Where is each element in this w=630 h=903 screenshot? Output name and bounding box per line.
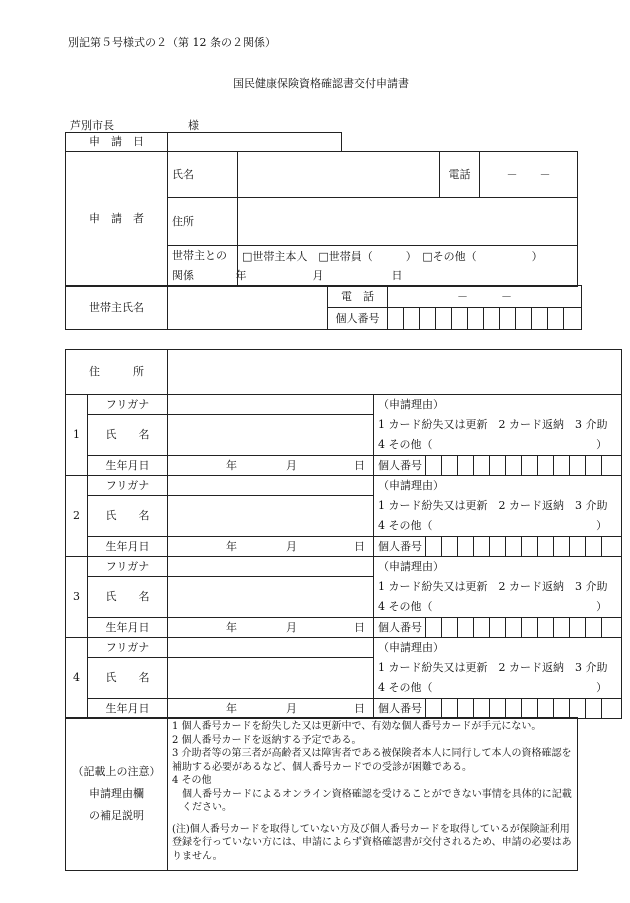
reason-header: （申請理由） xyxy=(374,557,622,577)
mynumber-digit-box[interactable] xyxy=(474,618,490,638)
mynumber-digit-box[interactable] xyxy=(442,618,458,638)
note-line-4: 4 その他 xyxy=(172,775,212,786)
note-line-1: 1 個人番号カードを紛失した又は更新中で、有効な個人番号カードが手元にない。 xyxy=(172,721,542,732)
applicant-label: 申 請 者 xyxy=(66,152,168,287)
mynumber-digit-box[interactable] xyxy=(442,456,458,476)
reason-options: 1 カード紛失又は更新 2 カード返納 3 介助 xyxy=(378,579,608,593)
reason-options: 1 カード紛失又は更新 2 カード返納 3 介助 xyxy=(378,660,608,674)
reason-cell[interactable] xyxy=(374,577,622,618)
mynumber-digit-box[interactable] xyxy=(602,537,622,557)
reason-options: 1 カード紛失又は更新 2 カード返納 3 介助 xyxy=(378,417,608,431)
applicant-address-field[interactable] xyxy=(238,198,578,246)
applicant-table xyxy=(65,151,578,287)
mynumber-digit-box[interactable] xyxy=(570,699,586,719)
birth-month: 月 xyxy=(286,702,297,715)
reason-other-close: ） xyxy=(596,437,608,451)
householder-table xyxy=(65,285,582,330)
mynumber-digit-box[interactable] xyxy=(426,699,442,719)
birth-day: 日 xyxy=(354,459,365,472)
reason-other: 4 その他（ xyxy=(378,437,433,451)
notes-label-3: の補足説明 xyxy=(89,809,144,822)
note-line-4-detail: 個人番号カードによるオンライン資格確認を受けることができない事情を具体的に記載ください。 xyxy=(182,788,572,813)
mynumber-digit-box[interactable] xyxy=(420,308,436,330)
mynumber-digit-box[interactable] xyxy=(468,308,484,330)
mynumber-digit-box[interactable] xyxy=(426,618,442,638)
name-field[interactable] xyxy=(168,577,374,618)
mynumber-digit-box[interactable] xyxy=(602,618,622,638)
mynumber-digit-box[interactable] xyxy=(484,308,500,330)
mynumber-digit-box[interactable] xyxy=(586,456,602,476)
reason-header: （申請理由） xyxy=(374,395,622,415)
reason-other-close: ） xyxy=(596,518,608,532)
mynumber-digit-box[interactable] xyxy=(506,618,522,638)
person-mynumber-label: 個人番号 xyxy=(374,537,426,557)
applicant-name-field[interactable] xyxy=(238,152,440,198)
name-label: 氏 名 xyxy=(88,496,168,537)
mynumber-digit-box[interactable] xyxy=(548,308,564,330)
notes-table xyxy=(65,717,578,871)
mynumber-digit-box[interactable] xyxy=(506,537,522,557)
furigana-label: フリガナ xyxy=(88,557,168,577)
addressee-honorific: 様 xyxy=(188,119,199,132)
birth-field[interactable] xyxy=(168,537,374,557)
addressee: 芦別市長 xyxy=(70,119,114,132)
mynumber-digit-box[interactable] xyxy=(474,699,490,719)
mynumber-digit-box[interactable] xyxy=(602,456,622,476)
reason-other: 4 その他（ xyxy=(378,680,433,694)
mynumber-digit-box[interactable] xyxy=(516,308,532,330)
mynumber-digit-box[interactable] xyxy=(554,537,570,557)
reason-options: 1 カード紛失又は更新 2 カード返納 3 介助 xyxy=(378,498,608,512)
mynumber-digit-box[interactable] xyxy=(458,618,474,638)
mynumber-digit-box[interactable] xyxy=(474,456,490,476)
birth-year: 年 xyxy=(226,621,237,634)
birth-label: 生年月日 xyxy=(88,537,168,557)
birth-label: 生年月日 xyxy=(88,618,168,638)
furigana-field[interactable] xyxy=(168,395,374,415)
reason-cell[interactable] xyxy=(374,496,622,537)
applicant-name-label: 氏名 xyxy=(168,152,238,198)
mynumber-digit-box[interactable] xyxy=(538,537,554,557)
mynumber-digit-box[interactable] xyxy=(532,308,548,330)
birth-month: 月 xyxy=(286,621,297,634)
furigana-label: フリガナ xyxy=(88,638,168,658)
person-number: 2 xyxy=(66,476,88,557)
applicant-phone-label: 電話 xyxy=(440,152,480,198)
birth-month: 月 xyxy=(286,459,297,472)
birth-field[interactable] xyxy=(168,618,374,638)
reason-other-close: ） xyxy=(596,599,608,613)
name-field[interactable] xyxy=(168,496,374,537)
person-number: 4 xyxy=(66,638,88,719)
householder-phone-field[interactable]: － － xyxy=(388,286,582,308)
relation-label-line1: 世帯主との xyxy=(172,249,227,262)
application-date-label: 申 請 日 xyxy=(66,133,168,152)
reason-cell[interactable] xyxy=(374,658,622,699)
mynumber-digit-box[interactable] xyxy=(388,308,404,330)
note-line-3: 3 介助者等の第三者が高齢者又は障害者である被保険者本人に同行して本人の資格確認を補助する必要があるなど、個人番号カードでの受診が困難である。 xyxy=(172,748,572,773)
mynumber-digit-box[interactable] xyxy=(506,456,522,476)
insured-persons-table xyxy=(65,349,622,719)
mynumber-digit-box[interactable] xyxy=(458,537,474,557)
mynumber-digit-box[interactable] xyxy=(474,537,490,557)
mynumber-digit-box[interactable] xyxy=(522,618,538,638)
form-number: 別記第５号様式の２（第 12 条の２関係） xyxy=(68,36,276,49)
mynumber-digit-box[interactable] xyxy=(538,456,554,476)
mynumber-digit-box[interactable] xyxy=(490,537,506,557)
mynumber-digit-box[interactable] xyxy=(490,456,506,476)
document-title: 国民健康保険資格確認書交付申請書 xyxy=(233,77,409,90)
mynumber-digit-box[interactable] xyxy=(458,699,474,719)
notes-label-2: 申請理由欄 xyxy=(89,787,144,800)
birth-field[interactable] xyxy=(168,456,374,476)
householder-name-label: 世帯主氏名 xyxy=(66,286,168,330)
person-mynumber-label: 個人番号 xyxy=(374,699,426,719)
persons-address-label: 住 所 xyxy=(66,350,168,395)
note-caution: (注)個人番号カードを取得していない方及び個人番号カードを取得しているが保険証利用登録を行っていない方には、申請によらず資格確認書が交付されるため、申請の必要はありません。 xyxy=(172,823,572,862)
mynumber-digit-box[interactable] xyxy=(570,537,586,557)
householder-phone-label: 電 話 xyxy=(328,286,388,308)
mynumber-digit-box[interactable] xyxy=(490,618,506,638)
birth-year: 年 xyxy=(226,459,237,472)
birth-year: 年 xyxy=(226,702,237,715)
reason-other: 4 その他（ xyxy=(378,518,433,532)
birth-year: 年 xyxy=(226,540,237,553)
mynumber-digit-box[interactable] xyxy=(554,699,570,719)
applicant-phone-field[interactable]: － － xyxy=(480,152,578,198)
birth-month: 月 xyxy=(286,540,297,553)
mynumber-digit-box[interactable] xyxy=(442,699,458,719)
mynumber-digit-box[interactable] xyxy=(586,699,602,719)
mynumber-digit-box[interactable] xyxy=(490,699,506,719)
mynumber-digit-box[interactable] xyxy=(538,618,554,638)
relation-options[interactable]: □世帯主本人 □世帯員（ ） □その他（ ） xyxy=(238,246,578,287)
mynumber-digit-box[interactable] xyxy=(500,308,516,330)
mynumber-digit-box[interactable] xyxy=(586,618,602,638)
mynumber-digit-box[interactable] xyxy=(506,699,522,719)
mynumber-digit-box[interactable] xyxy=(586,537,602,557)
birth-day: 日 xyxy=(354,540,365,553)
mynumber-digit-box[interactable] xyxy=(458,456,474,476)
name-field[interactable] xyxy=(168,415,374,456)
furigana-field[interactable] xyxy=(168,476,374,496)
mynumber-digit-box[interactable] xyxy=(522,537,538,557)
person-mynumber-label: 個人番号 xyxy=(374,456,426,476)
name-field[interactable] xyxy=(168,658,374,699)
person-number: 1 xyxy=(66,395,88,476)
mynumber-digit-box[interactable] xyxy=(564,308,582,330)
mynumber-digit-box[interactable] xyxy=(570,456,586,476)
name-label: 氏 名 xyxy=(88,658,168,699)
reason-header: （申請理由） xyxy=(374,476,622,496)
mynumber-digit-box[interactable] xyxy=(602,699,622,719)
birth-label: 生年月日 xyxy=(88,699,168,719)
birth-day: 日 xyxy=(354,621,365,634)
birth-label: 生年月日 xyxy=(88,456,168,476)
mynumber-digit-box[interactable] xyxy=(426,537,442,557)
person-mynumber-label: 個人番号 xyxy=(374,618,426,638)
mynumber-digit-box[interactable] xyxy=(554,618,570,638)
mynumber-digit-box[interactable] xyxy=(452,308,468,330)
note-line-2: 2 個人番号カードを返納する予定である。 xyxy=(172,734,362,746)
reason-cell[interactable] xyxy=(374,415,622,456)
notes-label-1: （記載上の注意） xyxy=(72,765,161,778)
furigana-label: フリガナ xyxy=(88,476,168,496)
mynumber-digit-box[interactable] xyxy=(554,456,570,476)
mynumber-digit-box[interactable] xyxy=(436,308,452,330)
mynumber-digit-box[interactable] xyxy=(404,308,420,330)
mynumber-digit-box[interactable] xyxy=(570,618,586,638)
householder-name-field[interactable] xyxy=(168,286,328,330)
birth-day: 日 xyxy=(354,702,365,715)
mynumber-digit-box[interactable] xyxy=(538,699,554,719)
reason-header: （申請理由） xyxy=(374,638,622,658)
furigana-label: フリガナ xyxy=(88,395,168,415)
name-label: 氏 名 xyxy=(88,415,168,456)
mynumber-digit-box[interactable] xyxy=(442,537,458,557)
birth-field[interactable] xyxy=(168,699,374,719)
persons-address-field[interactable] xyxy=(168,350,622,395)
application-date-field[interactable]: 年 月 日 xyxy=(168,133,342,152)
reason-other-close: ） xyxy=(596,680,608,694)
reason-other: 4 その他（ xyxy=(378,599,433,613)
mynumber-digit-box[interactable] xyxy=(426,456,442,476)
mynumber-digit-box[interactable] xyxy=(522,699,538,719)
furigana-field[interactable] xyxy=(168,638,374,658)
furigana-field[interactable] xyxy=(168,557,374,577)
relation-label-line2: 関係 xyxy=(172,269,194,282)
householder-mynumber-label: 個人番号 xyxy=(328,308,388,330)
applicant-address-label: 住所 xyxy=(168,198,238,246)
name-label: 氏 名 xyxy=(88,577,168,618)
person-number: 3 xyxy=(66,557,88,638)
mynumber-digit-box[interactable] xyxy=(522,456,538,476)
